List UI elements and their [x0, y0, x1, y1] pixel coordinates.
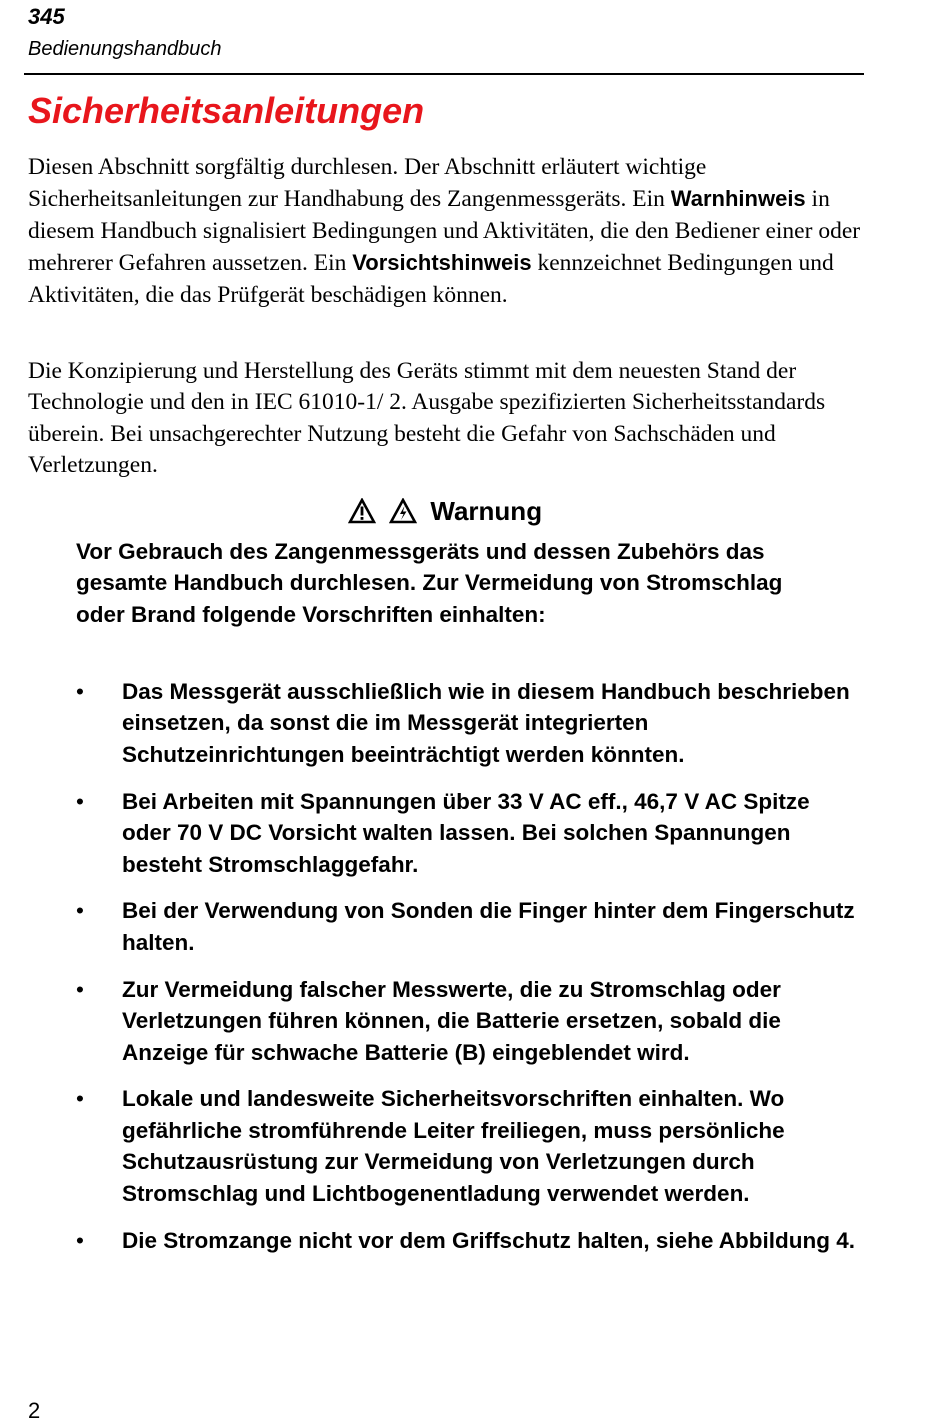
- bullet-icon: •: [76, 976, 84, 1002]
- list-item: [76, 1083, 856, 1209]
- intro-text-1: Diesen Abschnitt sorgfältig durchlesen. Der Abschnitt erläutert wichtige Sicherheitsanleitungen zur Handhabung des Zangenmessgeräts. Ein: [28, 154, 707, 213]
- vorsichtshinweis-term: Vorsichtshinweis: [352, 250, 532, 276]
- list-item: [76, 1225, 856, 1256]
- bullet-text: Lokale und landesweite Sicherheitsvorschriften einhalten. Wo gefährliche stromführende Leiter freiliegen, muss persönliche Schutzausrüstung zur Vermeidung von Verletzungen durch Stromschlag und Lichtbogenentladung verwendet werden.: [122, 1086, 785, 1206]
- bullet-icon: •: [76, 788, 84, 814]
- page-number: 2: [28, 1398, 41, 1423]
- warning-intro: Vor Gebrauch des Zangenmessgeräts und dessen Zubehörs das gesamte Handbuch durchlesen. Zur Vermeidung von Stromschlag oder Brand folgende Vorschriften einhalten:: [76, 539, 783, 627]
- bullet-text: Das Messgerät ausschließlich wie in diesem Handbuch beschrieben einsetzen, da sonst die im Messgerät integrierten Schutzeinrichtungen beeinträchtigt werden könnten.: [122, 679, 850, 767]
- bullet-text: Bei Arbeiten mit Spannungen über 33 V AC eff., 46,7 V AC Spitze oder 70 V DC Vorsicht walten lassen. Bei solchen Spannungen besteht Stromschlaggefahr.: [122, 788, 810, 877]
- warning-heading: [0, 494, 890, 528]
- section-title: Sicherheitsanleitungen: [28, 90, 425, 131]
- warnhinweis-term: Warnhinweis: [670, 186, 806, 212]
- list-item: [76, 676, 856, 770]
- header-divider: [24, 73, 864, 75]
- warning-label: Warnung: [430, 496, 543, 526]
- warning-bullet-list: [76, 676, 856, 1272]
- electric-hazard-icon: [389, 498, 417, 524]
- manual-title: Bedienungshandbuch: [28, 38, 222, 60]
- model-number: 345: [28, 4, 65, 29]
- bullet-text: Bei der Verwendung von Sonden die Finger hinter dem Fingerschutz halten.: [122, 898, 855, 955]
- list-item: [76, 786, 856, 880]
- intro-text-3: kennzeichnet Bedingungen und Aktivitäten, die das Prüfgerät beschädigen können.: [28, 250, 834, 308]
- intro-text-2: in diesem Handbuch signalisiert Bedingungen und Aktivitäten, die den Bediener einer oder mehrerer Gefahren aussetzen. Ein: [28, 186, 861, 277]
- bullet-icon: •: [76, 898, 84, 924]
- bullet-icon: •: [76, 1086, 84, 1112]
- bullet-icon: •: [76, 1227, 84, 1253]
- list-item: [76, 974, 856, 1068]
- intro-paragraph: [28, 152, 868, 311]
- warning-triangle-icon: [348, 498, 376, 524]
- bullet-icon: •: [76, 679, 84, 704]
- bullet-text: Zur Vermeidung falscher Messwerte, die zu Stromschlag oder Verletzungen führen können, die Batterie ersetzen, sobald die Anzeige für schwache Batterie (B) eingeblendet wird.: [122, 976, 781, 1065]
- bullet-text: Die Stromzange nicht vor dem Griffschutz halten, siehe Abbildung 4.: [122, 1227, 856, 1253]
- standards-paragraph: Die Konzipierung und Herstellung des Geräts stimmt mit dem neuesten Stand der Technologie und den in IEC 61010-1/ 2. Ausgabe spezifizierten Sicherheitsstandards überein. Bei unsachgerechter Nutzung besteht die Gefahr von Sachschäden und Verletzungen.: [28, 358, 826, 479]
- list-item: [76, 895, 856, 958]
